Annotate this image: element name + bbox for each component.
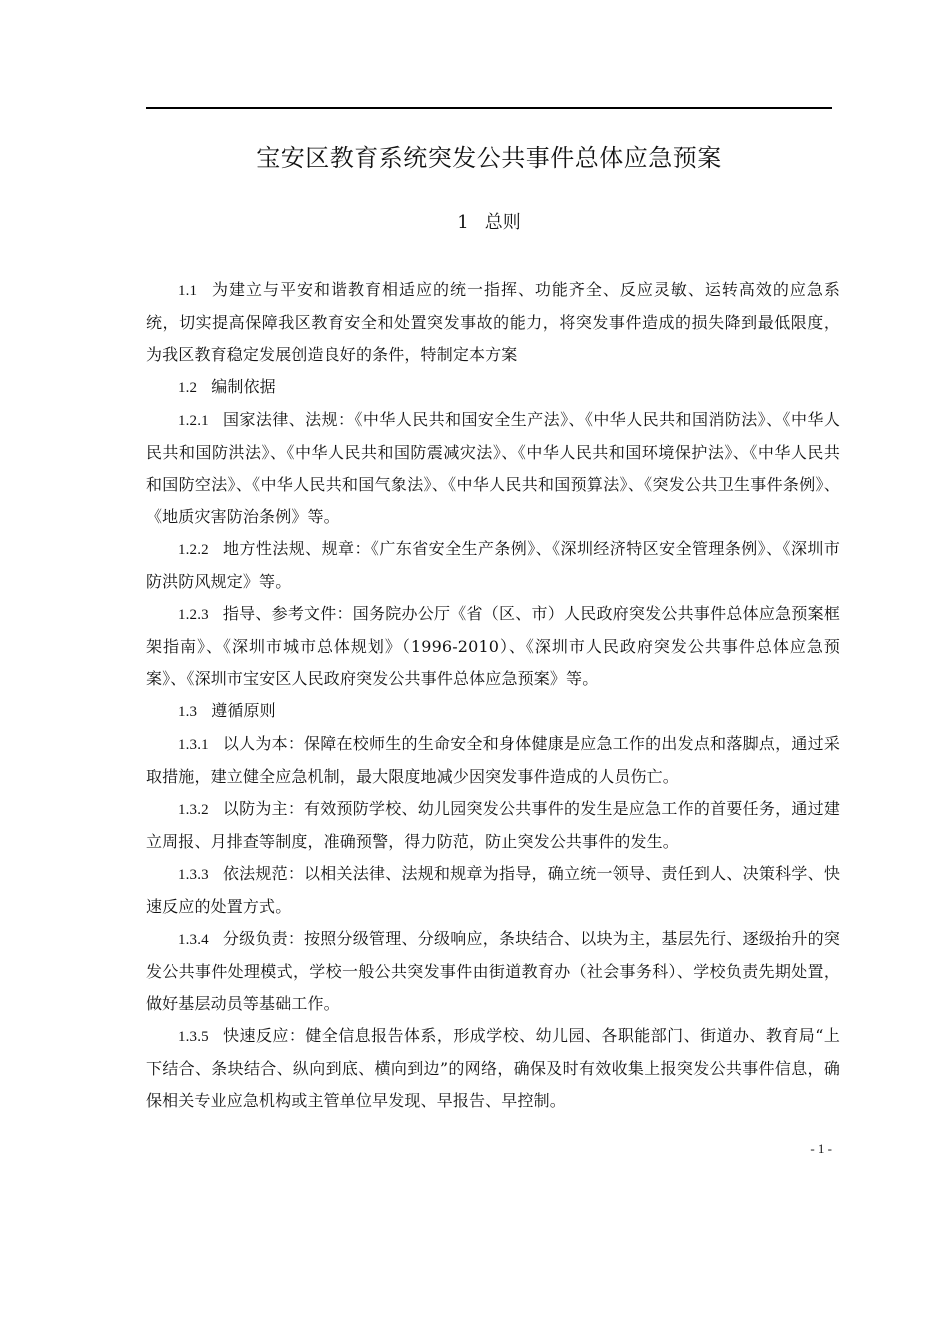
- paragraph-1-3-4: [146, 923, 840, 1020]
- paragraph-1-2-1: [146, 404, 840, 533]
- paragraph-number: 1.2.3: [178, 607, 209, 623]
- paragraph-1-3-1: [146, 728, 840, 793]
- paragraph-text: 遵循原则: [211, 701, 276, 720]
- paragraph-number: 1.3.1: [178, 737, 209, 753]
- paragraph-text: 编制依据: [211, 377, 276, 396]
- paragraph-text: 以防为主：有效预防学校、幼儿园突发公共事件的发生是应急工作的首要任务，通过建立周报、月排查等制度，准确预警，得力防范，防止突发公共事件的发生。: [146, 799, 840, 851]
- paragraph-1-3-3: [146, 858, 840, 923]
- paragraph-1-1: [146, 274, 840, 371]
- paragraph-number: 1.1: [178, 283, 198, 299]
- paragraph-text: 为建立与平安和谐教育相适应的统一指挥、功能齐全、反应灵敏、运转高效的应急系统，切实提高保障我区教育安全和处置突发事故的能力，将突发事件造成的损失降到最低限度，为我区教育稳定发展创造良好的条件，特制定本方案: [146, 280, 840, 364]
- paragraph-1-3-5: [146, 1020, 840, 1117]
- body-text: [146, 274, 840, 1117]
- paragraph-1-2-2: [146, 533, 840, 598]
- header-rule: [146, 107, 832, 109]
- section-number: 1: [457, 212, 469, 233]
- paragraph-text: 以人为本：保障在校师生的生命安全和身体健康是应急工作的出发点和落脚点，通过采取措施，建立健全应急机制，最大限度地减少因突发事件造成的人员伤亡。: [146, 734, 840, 786]
- section-heading: [146, 209, 832, 237]
- paragraph-1-3: [146, 695, 840, 728]
- page-number: - 1 -: [810, 1141, 832, 1156]
- paragraph-1-2-3: [146, 598, 840, 695]
- paragraph-1-2: [146, 371, 840, 404]
- document-title: 宝安区教育系统突发公共事件总体应急预案: [256, 144, 722, 172]
- paragraph-1-3-2: [146, 793, 840, 858]
- paragraph-text: 地方性法规、规章：《广东省安全生产条例》、《深圳经济特区安全管理条例》、《深圳市防洪防风规定》等。: [146, 539, 840, 591]
- paragraph-text: 国家法律、法规：《中华人民共和国安全生产法》、《中华人民共和国消防法》、《中华人民共和国防洪法》、《中华人民共和国防震减灾法》、《中华人民共和国环境保护法》、《中华人民共和国防空法》、《中华人民共和国气象法》、《中华人民共和国预算法》、《突发公共卫生事件条例》、《地质灾害防治条例》等。: [146, 410, 840, 526]
- paragraph-number: 1.3.2: [178, 802, 209, 818]
- paragraph-number: 1.3.5: [178, 1029, 209, 1045]
- paragraph-number: 1.3.4: [178, 932, 209, 948]
- section-title: 总则: [484, 212, 521, 233]
- paragraph-number: 1.2.2: [178, 542, 209, 558]
- paragraph-number: 1.3.3: [178, 867, 209, 883]
- paragraph-text: 指导、参考文件：国务院办公厅《省（区、市）人民政府突发公共事件总体应急预案框架指南》、《深圳市城市总体规划》（1996-2010）、《深圳市人民政府突发公共事件总体应急预案》、《深圳市宝安区人民政府突发公共事件总体应急预案》等。: [146, 604, 840, 688]
- paragraph-number: 1.2: [178, 380, 198, 396]
- paragraph-text: 分级负责：按照分级管理、分级响应，条块结合、以块为主，基层先行、逐级抬升的突发公共事件处理模式，学校一般公共突发事件由街道教育办（社会事务科）、学校负责先期处置，做好基层动员等基础工作。: [146, 929, 840, 1013]
- paragraph-number: 1.3: [178, 704, 198, 720]
- paragraph-text: 快速反应：健全信息报告体系，形成学校、幼儿园、各职能部门、街道办、教育局“上下结合、条块结合、纵向到底、横向到边”的网络，确保及时有效收集上报突发公共事件信息，确保相关专业应急机构或主管单位早发现、早报告、早控制。: [146, 1026, 840, 1110]
- paragraph-text: 依法规范：以相关法律、法规和规章为指导，确立统一领导、责任到人、决策科学、快速反应的处置方式。: [146, 864, 840, 916]
- paragraph-number: 1.2.1: [178, 413, 209, 429]
